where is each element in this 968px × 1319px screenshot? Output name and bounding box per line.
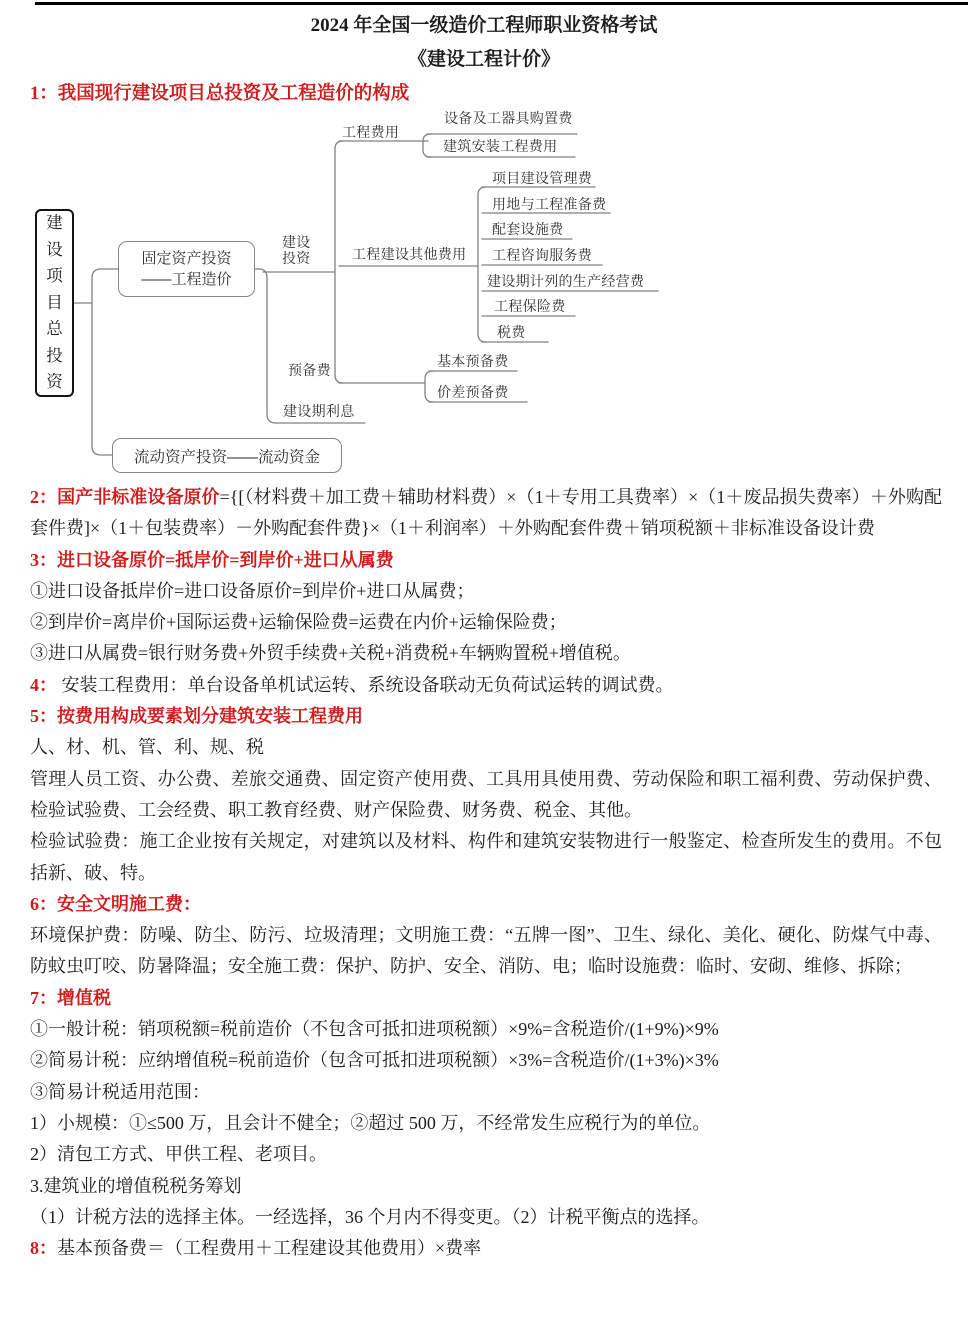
node-construction-period-interest: 建设期利息 [283, 403, 355, 419]
heading-red-text: 2：国产非标准设备原价 [30, 487, 220, 507]
paragraph [30, 1108, 942, 1139]
node-consulting-service-fee: 工程咨询服务费 [492, 247, 593, 263]
node-construction-investment [282, 234, 311, 266]
paragraph [30, 638, 942, 669]
body-text: 安装工程费用：单台设备单机试运转、系统设备联动无负荷试运转的调试费。 [57, 674, 674, 695]
paragraph [30, 1171, 942, 1202]
body-text: ③进口从属费=银行财务费+外贸手续费+关税+消费税+车辆购置税+增值税。 [30, 643, 631, 664]
body-text: ①一般计税：销项税额=税前造价（不包含可抵扣进项税额）×9%=含税造价/(1+9%)×9% [30, 1019, 719, 1040]
body-text: 2）清包工方式、甲供工程、老项目。 [30, 1144, 327, 1165]
heading-red-text: 6：安全文明施工费： [30, 893, 201, 914]
body-text: ②简易计税：应纳增值税=税前造价（包含可抵扣进项税额）×3%=含税造价/(1+3%)×3% [30, 1050, 719, 1071]
body-text: 人、材、机、管、利、规、税 [30, 737, 264, 758]
body-text: 环境保护费：防噪、防尘、防污、垃圾清理；文明施工费：“五牌一图”、卫生、绿化、美化、硬化、防煤气中毒、防蚊虫叮咬、防暑降温；安全施工费：保护、防护、安全、消防、电；临时设施费：临时、安砌、维修、拆除； [30, 925, 942, 977]
paragraph [30, 1139, 942, 1170]
paragraph [30, 701, 942, 732]
document-title: 2024 年全国一级造价工程师职业资格考试 [310, 15, 658, 36]
paragraph [30, 826, 942, 889]
node-other-construction-cost: 工程建设其他费用 [352, 246, 467, 262]
node-land-preparation-fee: 用地与工程准备费 [492, 196, 607, 212]
node-construction-install-cost: 建筑安装工程费用 [443, 138, 558, 154]
body-text: ②到岸价=离岸价+国际运费+运输保险费=运费在内价+运输保险费； [30, 612, 567, 633]
body-paragraphs [30, 482, 942, 1264]
paragraph [30, 607, 942, 638]
node-equipment-purchase-cost: 设备及工器具购置费 [444, 110, 573, 126]
paragraph [30, 889, 942, 920]
body-text: ={[（材料费＋加工费＋辅助材料费）×（1＋专用工具费率）×（1＋废品损失费率）＋外购配套件费]×（1＋包装费率）－外购配套件费}×（1＋利润率）＋外购配套件费＋销项税额＋非标准设备设计费 [30, 487, 943, 539]
body-text: 管理人员工资、办公费、差旅交通费、固定资产使用费、工具用具使用费、劳动保险和职工福利费、劳动保护费、检验试验费、工会经费、职工教育经费、财产保险费、财务费、税金、其他。 [30, 768, 942, 820]
node-production-operation-fee: 建设期计列的生产经营费 [487, 273, 645, 289]
node-project-management-fee: 项目建设管理费 [492, 170, 593, 186]
node-current-asset-investment [112, 438, 342, 473]
node-label-line1: 建设 [282, 234, 311, 250]
paragraph [30, 920, 942, 983]
body-text: （1）计税方法的选择主体。一经选择，36 个月内不得变更。（2）计税平衡点的选择。 [30, 1206, 710, 1227]
node-engineering-cost: 工程费用 [342, 124, 400, 140]
node-label: 建设项目总投资 [46, 214, 63, 392]
node-supporting-facility-fee: 配套设施费 [492, 221, 564, 237]
node-price-diff-reserve-fee: 价差预备费 [437, 384, 509, 400]
paragraph [30, 482, 942, 545]
investment-composition-diagram [0, 107, 968, 477]
paragraph [30, 1077, 942, 1108]
paragraph [30, 1202, 942, 1233]
heading-red-text: 4： [30, 674, 57, 695]
node-reserve-fee: 预备费 [288, 362, 331, 378]
heading-red-text: 3：进口设备原价=抵岸价=到岸价+进口从属费 [30, 549, 394, 570]
node-tax-fee: 税费 [497, 324, 526, 340]
node-total-project-investment [35, 209, 74, 397]
body-text: ③简易计税适用范围： [30, 1081, 210, 1102]
node-label-line1: 固定资产投资 [141, 250, 232, 267]
paragraph [30, 1014, 942, 1045]
body-text: 检验试验费：施工企业按有关规定，对建筑以及材料、构件和建筑安装物进行一般鉴定、检查所发生的费用。不包括新、破、特。 [30, 831, 942, 883]
paragraph [30, 732, 942, 763]
node-label-line2: ——工程造价 [141, 271, 232, 288]
body-text: 1）小规模：①≤500 万，且会计不健全；②超过 500 万，不经常发生应税行为的单位。 [30, 1112, 711, 1133]
paragraph [30, 764, 942, 827]
node-label: 流动资产投资——流动资金 [133, 448, 320, 466]
paragraph [30, 670, 942, 701]
body-text: ①进口设备抵岸价=进口设备原价=到岸价+进口从属费； [30, 580, 475, 601]
body-text: 基本预备费＝（工程费用＋工程建设其他费用）×费率 [57, 1238, 482, 1259]
node-basic-reserve-fee: 基本预备费 [437, 353, 509, 369]
body-text: 3.建筑业的增值税税务筹划 [30, 1175, 242, 1196]
heading-red-text: 8： [30, 1238, 57, 1259]
document-subtitle: 《建设工程计价》 [407, 49, 560, 70]
paragraph [30, 1045, 942, 1076]
heading-red-text: 7：增值税 [30, 987, 111, 1008]
section-1-heading: 1：我国现行建设项目总投资及工程造价的构成 [30, 84, 410, 104]
page-top-rule [35, 2, 968, 5]
heading-red-text: 5：按费用构成要素划分建筑安装工程费用 [30, 706, 363, 727]
node-engineering-insurance-fee: 工程保险费 [494, 298, 566, 314]
paragraph [30, 1233, 942, 1264]
paragraph [30, 983, 942, 1014]
paragraph [30, 576, 942, 607]
node-label-line2: 投资 [282, 250, 311, 266]
node-fixed-asset-investment [118, 241, 255, 297]
paragraph [30, 545, 942, 576]
